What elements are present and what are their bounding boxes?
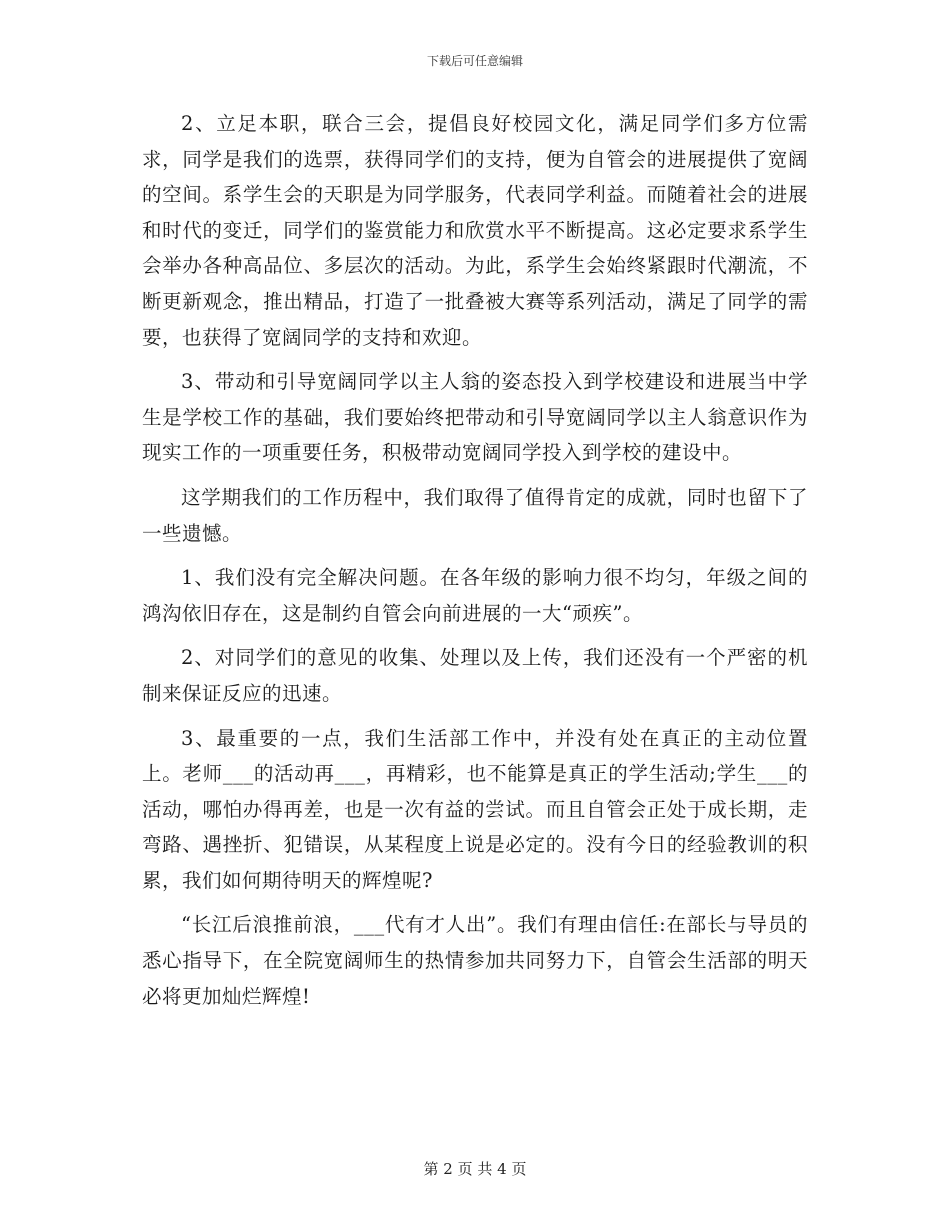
paragraph-3: 这学期我们的工作历程中，我们取得了值得肯定的成就，同时也留下了一些遗憾。 — [142, 485, 808, 545]
paragraph-5: 2、对同学们的意见的收集、处理以及上传，我们还没有一个严密的机制来保证反应的迅速。 — [142, 646, 808, 705]
paragraph-7: “长江后浪推前浪，___代有才人出”。我们有理由信任:在部长与导员的悉心指导下，在全院宽阔师生的热情参加共同努力下，自管会生活部的明天必将更加灿烂辉煌! — [142, 913, 808, 1008]
page-header: 下载后可任意编辑 — [426, 54, 523, 68]
paragraph-2: 3、带动和引导宽阔同学以主人翁的姿态投入到学校建设和进展当中学生是学校工作的基础，我们要始终把带动和引导宽阔同学以主人翁意识作为现实工作的一项重要任务，积极带动宽阔同学投入到学校的建设中。 — [142, 370, 808, 465]
paragraph-6: 3、最重要的一点，我们生活部工作中，并没有处在真正的主动位置上。老师___的活动再___，再精彩，也不能算是真正的学生活动;学生___的活动，哪怕办得再差，也是一次有益的尝试。而且自管会正处于成长期，走弯路、遇挫折、犯错误，从某程度上说是必定的。没有今日的经验教训的积累，我们如何期待明天的辉煌呢? — [142, 726, 808, 892]
paragraph-4: 1、我们没有完全解决问题。在各年级的影响力很不均匀，年级之间的鸿沟依旧存在，这是制约自管会向前进展的一大“顽疾”。 — [142, 566, 808, 625]
page-footer: 第 2 页 共 4 页 — [423, 1160, 527, 1178]
document-body — [142, 106, 808, 1023]
paragraph-1: 2、立足本职，联合三会，提倡良好校园文化，满足同学们多方位需求，同学是我们的选票，获得同学们的支持，便为自管会的进展提供了宽阔的空间。系学生会的天职是为同学服务，代表同学利益。而随着社会的进展和时代的变迁，同学们的鉴赏能力和欣赏水平不断提高。这必定要求系学生会举办各种高品位、多层次的活动。为此，系学生会始终紧跟时代潮流，不断更新观念，推出精品，打造了一批叠被大赛等系列活动，满足了同学的需要，也获得了宽阔同学的支持和欢迎。 — [142, 112, 808, 349]
